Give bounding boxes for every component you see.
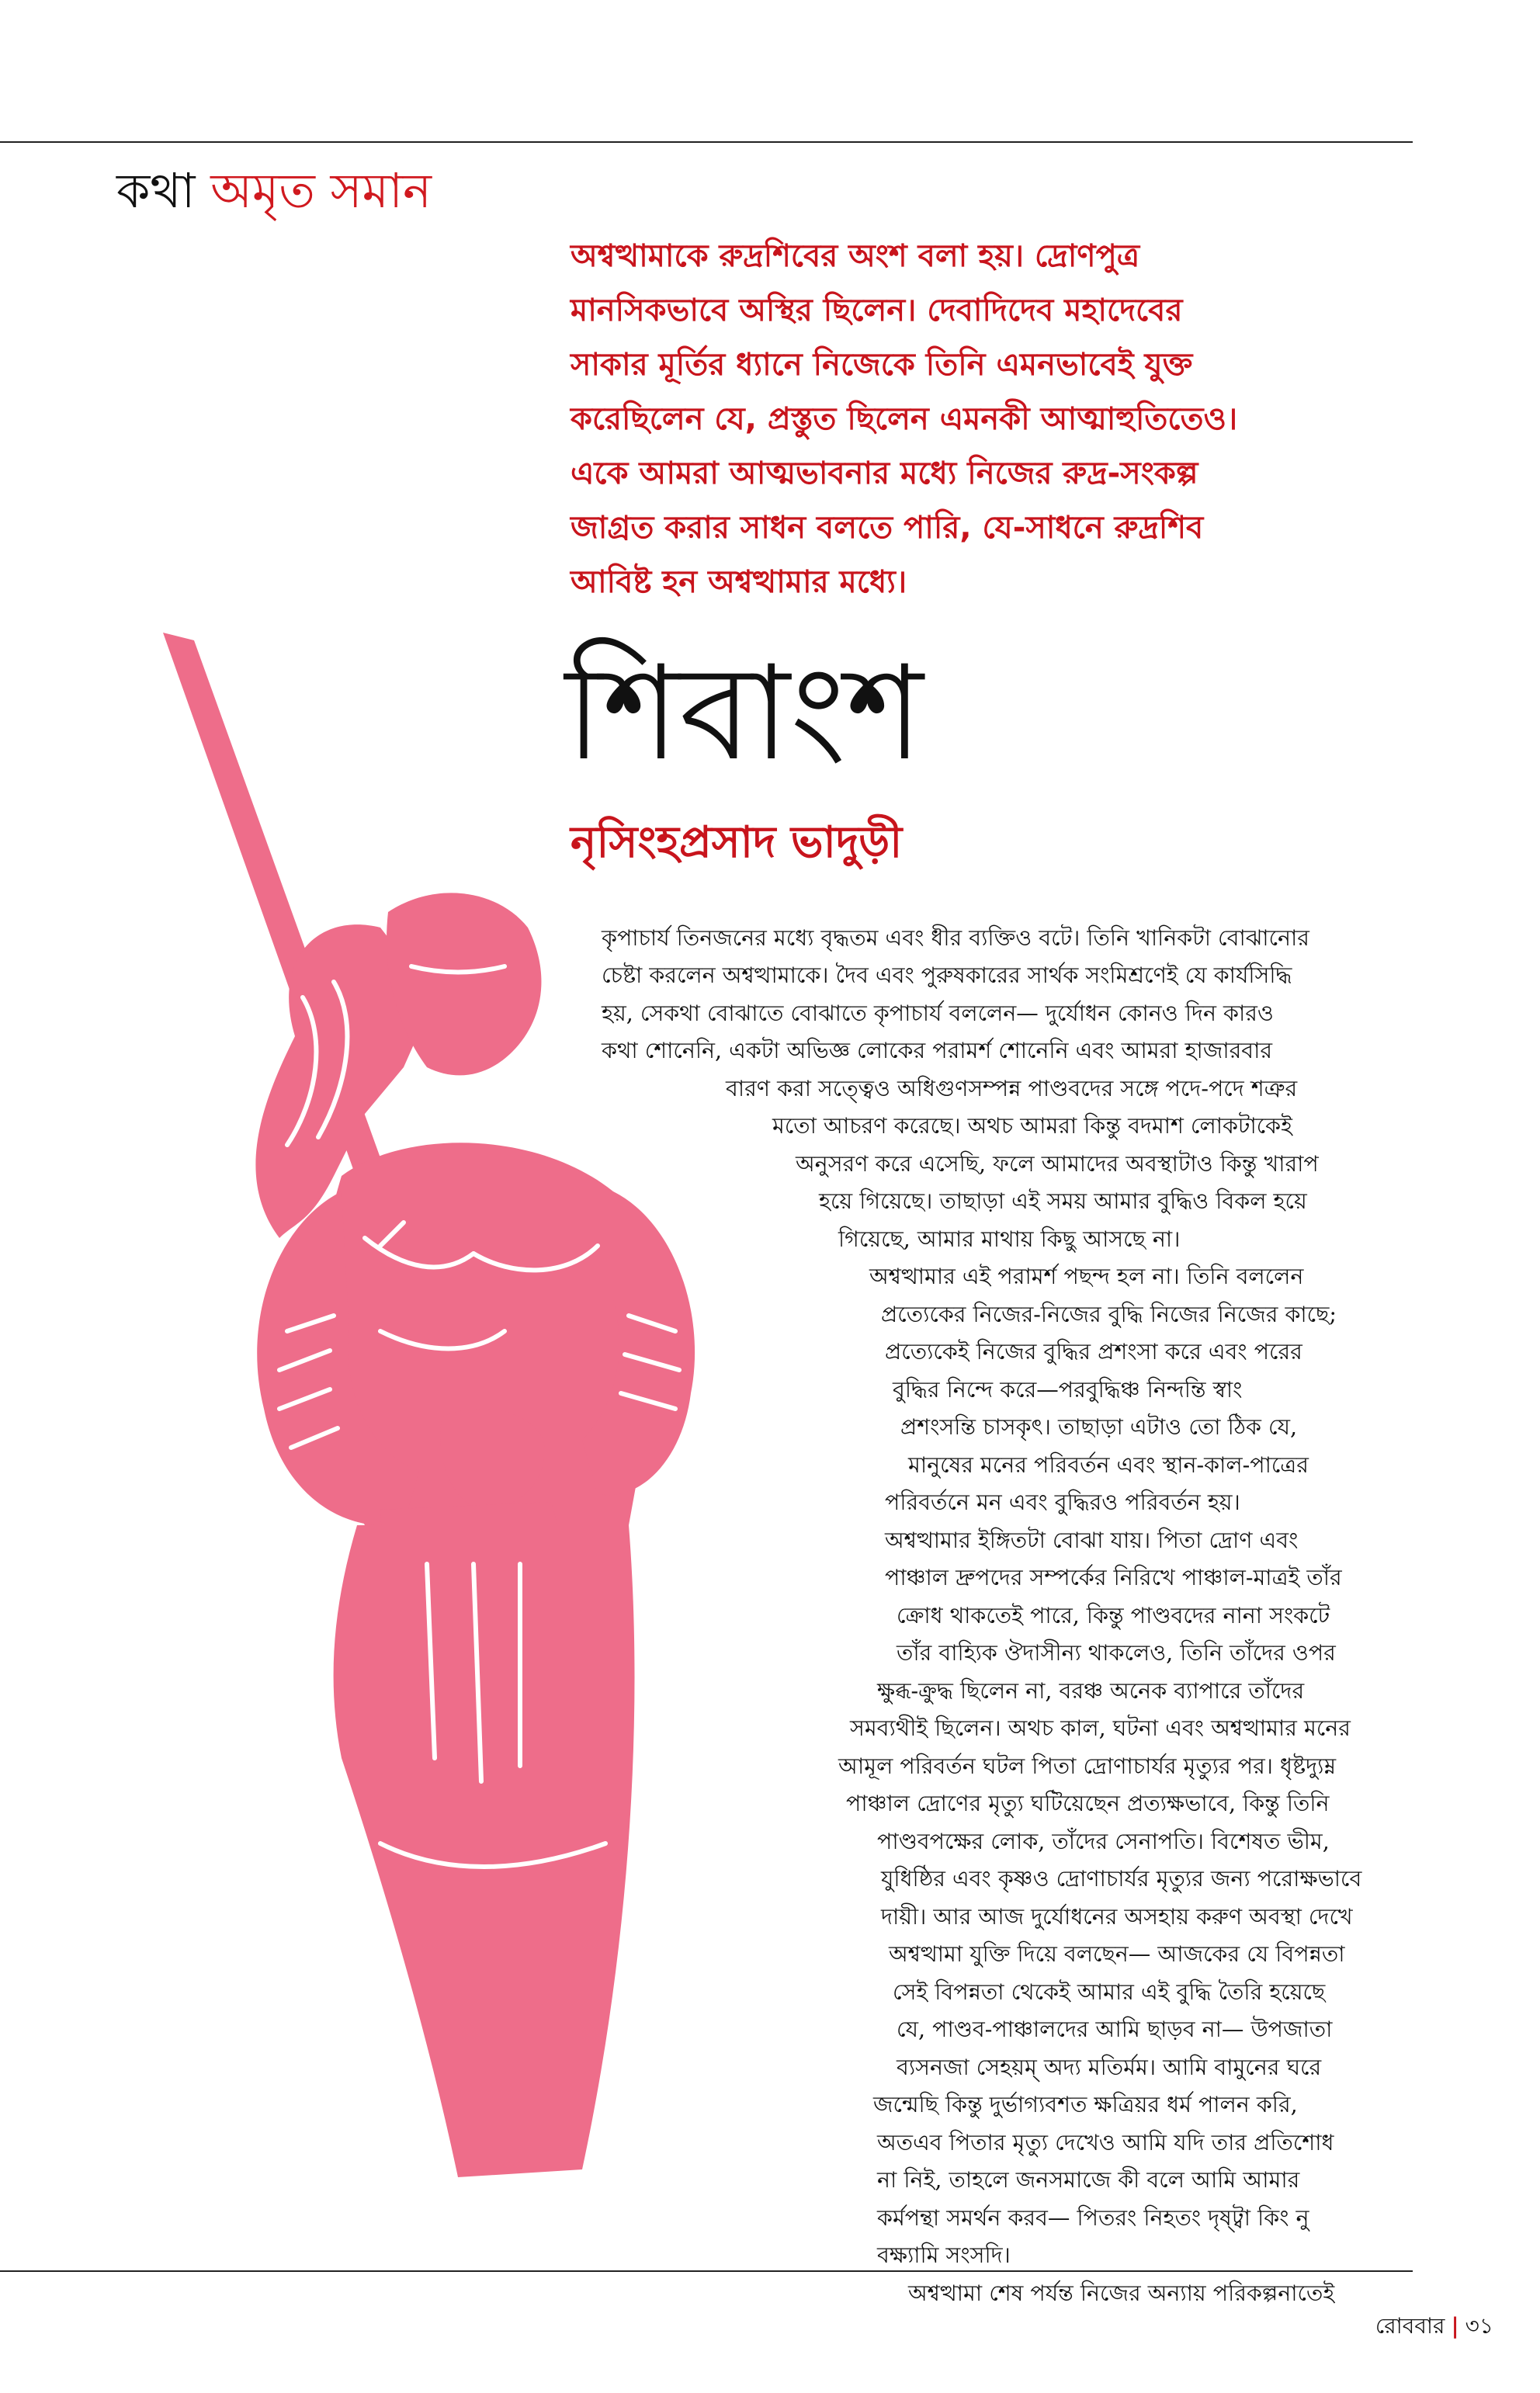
page-title: শিবাংশ <box>565 637 924 789</box>
author-byline: নৃসিংহপ্রসাদ ভাদুড়ী <box>571 817 903 868</box>
body-line: অনুসরণ করে এসেছি, ফলে আমাদের অবস্থাটাও কিন্তু খারাপ <box>796 1151 1319 1177</box>
intro-line: জাগ্রত করার সাধন বলতে পারি, যে-সাধনে রুদ্রশিব <box>571 510 1204 546</box>
body-line: চেষ্টা করলেন অশ্বত্থামাকে। দৈব এবং পুরুষকারের সার্থক সংমিশ্রণেই যে কার্যসিদ্ধি <box>602 962 1292 988</box>
body-line: কথা শোনেনি, একটা অভিজ্ঞ লোকের পরামর্শ শোনেনি এবং আমরা হাজারবার <box>602 1038 1273 1063</box>
body-line: না নিই, তাহলে জনসমাজে কী বলে আমি আমার <box>877 2167 1300 2193</box>
body-line: তাঁর বাহ্যিক ঔদাসীন্য থাকলেও, তিনি তাঁদের ওপর <box>897 1640 1336 1666</box>
body-line: পাঞ্চাল দ্রোণের মৃত্যু ঘটিয়েছেন প্রত্যক্ষভাবে, কিন্তু তিনি <box>846 1791 1330 1816</box>
body-line: অশ্বত্থামা শেষ পর্যন্ত নিজের অন্যায় পরিকল্পনাতেই <box>908 2280 1335 2306</box>
column-prefix: কথা <box>116 162 196 219</box>
body-line: ক্ষুব্ধ-ক্রুদ্ধ ছিলেন না, বরঞ্চ অনেক ব্যাপারে তাঁদের <box>877 1678 1305 1704</box>
body-line: বারণ করা সত্ত্বেও অধিগুণসম্পন্ন পাণ্ডবদের সঙ্গে পদে-পদে শত্রুর <box>726 1076 1298 1101</box>
body-line: পাঞ্চাল দ্রুপদের সম্পর্কের নিরিখে পাঞ্চাল-মাত্রই তাঁর <box>885 1565 1342 1590</box>
footer-separator: | <box>1451 2313 1459 2339</box>
body-line: ব্যসনজা সেহয়ম্ অদ্য মতির্মম। আমি বামুনের ঘরে <box>897 2055 1322 2080</box>
column-title <box>116 162 432 219</box>
body-line: প্রত্যেকেই নিজের বুদ্ধির প্রশংসা করে এবং পরের <box>885 1339 1302 1365</box>
page-number: ৩১ <box>1465 2313 1493 2339</box>
body-line: বুদ্ধির নিন্দে করে—পরবুদ্ধিঞ্চ নিন্দন্তি স্বাং <box>893 1377 1243 1403</box>
body-line: যুধিষ্ঠির এবং কৃষ্ণও দ্রোণাচার্যর মৃত্যুর জন্য পরোক্ষভাবে <box>881 1866 1362 1892</box>
intro-line: মানসিকভাবে অস্থির ছিলেন। দেবাদিদেব মহাদেবের <box>571 293 1183 328</box>
body-line: কর্মপন্থা সমর্থন করব— পিতরং নিহতং দৃষ্ট্বা কিং নু <box>877 2205 1309 2231</box>
top-rule <box>0 141 1413 143</box>
body-line: অশ্বত্থামা যুক্তি দিয়ে বলছেন— আজকের যে বিপন্নতা <box>889 1941 1345 1967</box>
body-line: আমূল পরিবর্তন ঘটল পিতা দ্রোণাচার্যর মৃত্যুর পর। ধৃষ্টদ্যুম্ন <box>838 1753 1337 1779</box>
intro-line: আবিষ্ট হন অশ্বত্থামার মধ্যে। <box>571 564 907 600</box>
intro-line: একে আমরা আত্মভাবনার মধ্যে নিজের রুদ্র-সংকল্প <box>571 456 1198 491</box>
page-footer <box>1375 2309 1493 2346</box>
body-line: অতএব পিতার মৃত্যু দেখেও আমি যদি তার প্রতিশোধ <box>877 2130 1334 2155</box>
body-line: অশ্বত্থামার এই পরামর্শ পছন্দ হল না। তিনি বললেন <box>869 1264 1304 1289</box>
intro-paragraph <box>571 229 1409 609</box>
body-line: জন্মেছি কিন্তু দুর্ভাগ্যবশত ক্ষত্রিয়র ধর্ম পালন করি, <box>873 2092 1298 2117</box>
body-line: কৃপাচার্য তিনজনের মধ্যে বৃদ্ধতম এবং ধীর ব্যক্তিও বটে। তিনি খানিকটা বোঝানোর <box>602 925 1309 951</box>
body-line: পরিবর্তনে মন এবং বুদ্ধিরও পরিবর্তন হয়। <box>885 1490 1240 1515</box>
body-line: পাণ্ডবপক্ষের লোক, তাঁদের সেনাপতি। বিশেষত ভীম, <box>877 1829 1330 1854</box>
body-line: বক্ষ্যামি সংসদি। <box>877 2242 1011 2268</box>
magazine-name: রোববার <box>1375 2313 1445 2339</box>
body-line: মানুষের মনের পরিবর্তন এবং স্থান-কাল-পাত্রের <box>908 1452 1309 1478</box>
body-line: সেই বিপন্নতা থেকেই আমার এই বুদ্ধি তৈরি হয়েছে <box>893 1979 1326 2005</box>
column-highlight: অমৃত সমান <box>210 162 432 219</box>
bottom-rule <box>0 2270 1413 2272</box>
body-line: সমব্যথীই ছিলেন। অথচ কাল, ঘটনা এবং অশ্বত্থামার মনের <box>850 1715 1351 1741</box>
intro-line: করেছিলেন যে, প্রস্তুত ছিলেন এমনকী আত্মাহুতিতেও। <box>571 401 1238 437</box>
body-line: প্রত্যেকের নিজের-নিজের বুদ্ধি নিজের নিজের কাছে; <box>881 1302 1337 1327</box>
body-line: মতো আচরণ করেছে। অথচ আমরা কিন্তু বদমাশ লোকটাকেই <box>772 1113 1292 1139</box>
body-line: প্রশংসন্তি চাসকৃৎ। তাছাড়া এটাও তো ঠিক যে, <box>900 1414 1298 1440</box>
body-line: হয়, সেকথা বোঝাতে বোঝাতে কৃপাচার্য বললেন— দুর্যোধন কোনও দিন কারও <box>602 1001 1274 1026</box>
body-line: দায়ী। আর আজ দুর্যোধনের অসহায় করুণ অবস্থা দেখে <box>881 1904 1353 1930</box>
body-line: গিয়েছে, আমার মাথায় কিছু আসছে না। <box>838 1226 1181 1252</box>
body-line: যে, পাণ্ডব-পাঞ্চালদের আমি ছাড়ব না— উপজাতা <box>897 2017 1333 2042</box>
body-line: অশ্বত্থামার ইঙ্গিতটা বোঝা যায়। পিতা দ্রোণ এবং <box>885 1528 1299 1553</box>
intro-line: সাকার মূর্তির ধ্যানে নিজেকে তিনি এমনভাবেই যুক্ত <box>571 347 1193 383</box>
intro-line: অশ্বত্থামাকে রুদ্রশিবের অংশ বলা হয়। দ্রোণপুত্র <box>571 238 1140 274</box>
body-line: হয়ে গিয়েছে। তাছাড়া এই সময় আমার বুদ্ধিও বিকল হয়ে <box>819 1188 1307 1214</box>
body-line: ক্রোধ থাকতেই পারে, কিন্তু পাণ্ডবদের নানা সংকটে <box>897 1603 1330 1628</box>
